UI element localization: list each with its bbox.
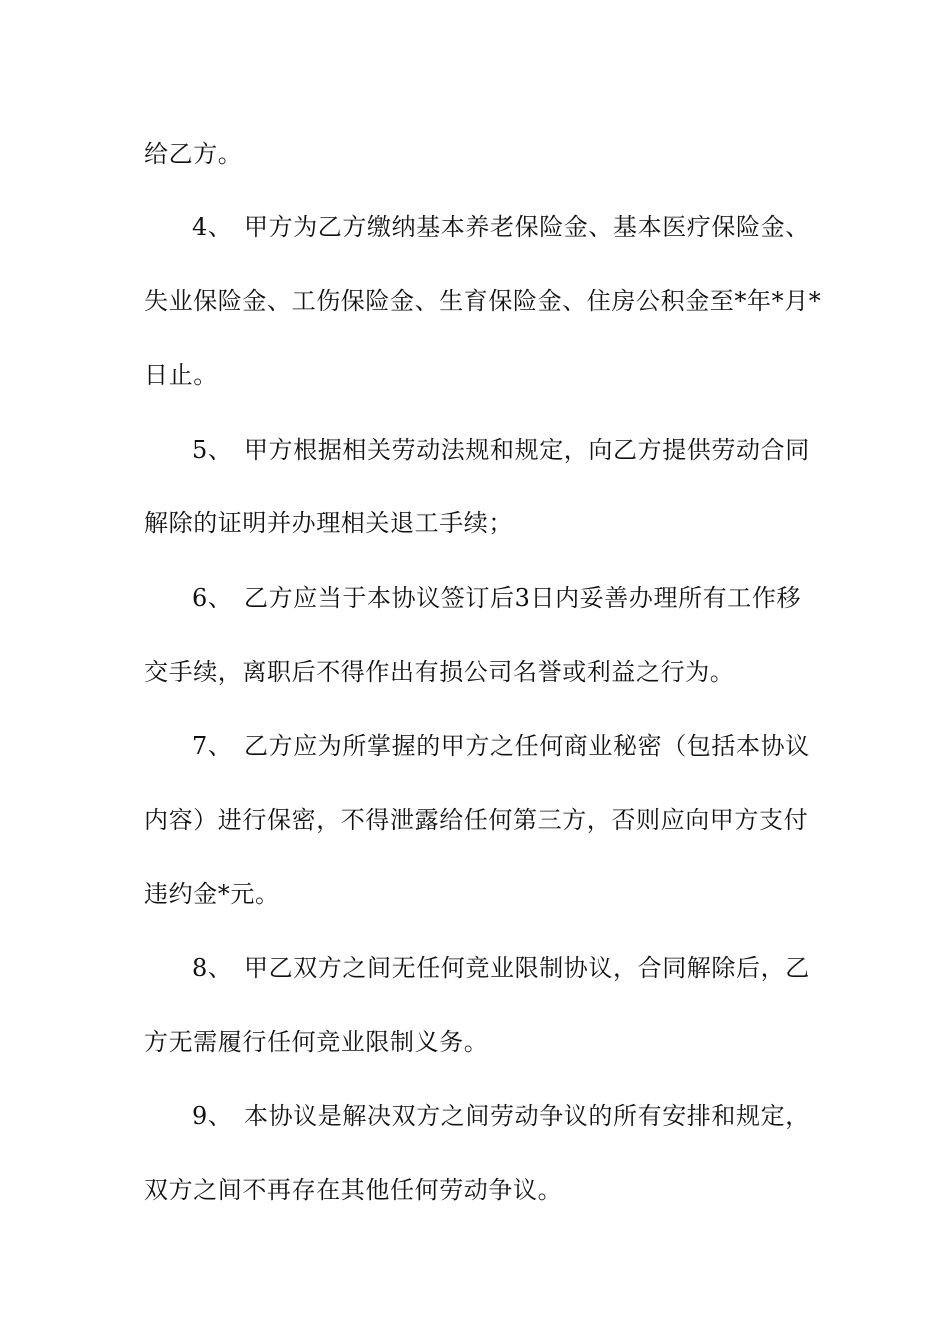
item-number: 5、 (192, 436, 233, 464)
list-item-6 (144, 582, 808, 614)
list-item-5 (144, 434, 808, 466)
text-line (144, 1174, 808, 1206)
list-item-8 (144, 952, 808, 984)
text-line (144, 285, 822, 317)
text-line (144, 138, 808, 170)
line-text: 日止。 (144, 361, 218, 389)
item-number: 4、 (192, 213, 233, 241)
item-number: 6、 (192, 584, 233, 612)
line-text: 违约金*元。 (144, 880, 280, 908)
line-text: 甲乙双方之间无任何竞业限制协议，合同解除后，乙 (244, 954, 810, 982)
line-text: 失业保险金、工伤保险金、生育保险金、住房公积金至*年*月* (144, 287, 822, 315)
line-text: 乙方应当于本协议签订后3日内妥善办理所有工作移 (244, 584, 802, 612)
list-item-9 (144, 1100, 808, 1132)
list-item-7 (144, 730, 808, 762)
line-text: 内容）进行保密，不得泄露给任何第三方，否则应向甲方支付 (144, 806, 809, 834)
item-number: 8、 (192, 954, 233, 982)
line-text: 本协议是解决双方之间劳动争议的所有安排和规定， (244, 1102, 810, 1130)
text-line (144, 878, 808, 910)
line-text: 甲方根据相关劳动法规和规定，向乙方提供劳动合同 (244, 436, 810, 464)
text-line (144, 1026, 808, 1058)
line-text: 乙方应为所掌握的甲方之任何商业秘密（包括本协议 (244, 732, 810, 760)
item-number: 9、 (192, 1102, 233, 1130)
line-text: 双方之间不再存在其他任何劳动争议。 (144, 1176, 563, 1204)
text-line (144, 656, 808, 688)
text-line (144, 804, 808, 836)
list-item-4 (144, 211, 808, 243)
line-text: 解除的证明并办理相关退工手续； (144, 509, 513, 537)
text-line (144, 507, 808, 539)
line-text: 交手续，离职后不得作出有损公司名誉或利益之行为。 (144, 658, 735, 686)
item-number: 7、 (192, 732, 233, 760)
text-line (144, 359, 808, 391)
line-text: 给乙方。 (144, 140, 243, 168)
line-text: 甲方为乙方缴纳基本养老保险金、基本医疗保险金、 (244, 213, 810, 241)
line-text: 方无需履行任何竞业限制义务。 (144, 1028, 489, 1056)
